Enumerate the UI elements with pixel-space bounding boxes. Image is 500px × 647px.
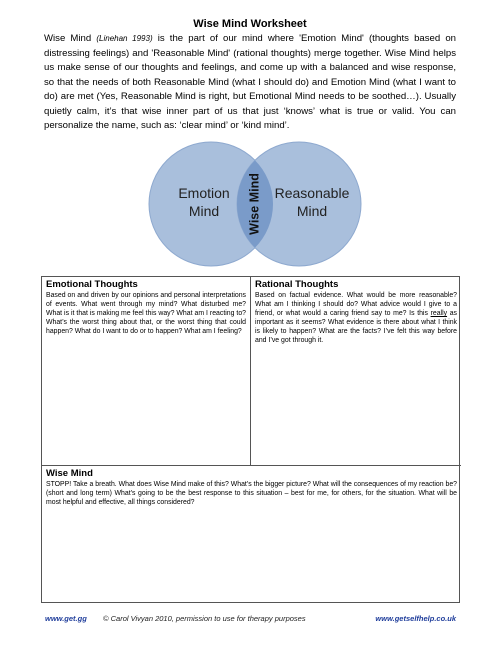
wise-mind-label: Wise Mind bbox=[247, 173, 262, 235]
really-underlined: really bbox=[430, 310, 448, 317]
footer bbox=[41, 614, 460, 628]
wise-mind-venn-diagram bbox=[0, 140, 500, 274]
wise-mind-text: STOPP! Take a breath. What does Wise Mind make of this? What’s the bigger picture? What will the consequences of my reaction be? (short and long term) What’s going to be the best response to this situation – best for me, for others, for the situation. What will be most helpful and effective, all things considered? bbox=[46, 481, 457, 506]
footer-copyright: © Carol Vivyan 2010, permission to use for therapy purposes bbox=[103, 614, 306, 623]
thoughts-table bbox=[41, 276, 460, 603]
reasonable-mind-label-1: Reasonable bbox=[274, 185, 350, 201]
column-divider bbox=[250, 277, 251, 465]
wise-mind-cell[interactable] bbox=[42, 466, 461, 602]
emotion-mind-label-1: Emotion bbox=[178, 185, 230, 201]
rational-thoughts-text: Based on factual evidence. What would be more reasonable? What am I thinking I should do? What advice would I give to a friend, or what would a caring friend say to me? Is this really as important as it seems? What evidence is there about what I think is likely to happen? What are the facts? I’ve felt this way before and I’ve got through it. bbox=[255, 292, 457, 344]
rational-thoughts-cell[interactable] bbox=[251, 277, 461, 465]
wise-mind-heading: Wise Mind bbox=[46, 468, 93, 479]
intro-lead: Wise Mind bbox=[44, 33, 92, 44]
intro-paragraph bbox=[44, 32, 456, 134]
intro-text: is the part of our mind where 'Emotion Mind' (thoughts based on distressing feelings) and 'Reasonable Mind' (rational thoughts) merge together. Wise Mind helps us make sense of our thoughts and feelings, and come up with a balanced and wise response, so that the needs of both Reasonable Mind (what I should do) and Emotion Mind (what I want to do) are met (Yes, Reasonable Mind is right, but Emotional Mind needs to be soothed…). Usually quietly calm, it’s that wise inner part of us that just ‘knows’ what is true or valid. You can personalize the name, such as: ‘clear mind’ or ‘kind mind’. bbox=[44, 33, 457, 131]
footer-link-getgg[interactable]: www.get.gg bbox=[45, 614, 87, 623]
footer-link-getselfhelp[interactable]: www.getselfhelp.co.uk bbox=[375, 614, 456, 623]
emotional-thoughts-cell[interactable] bbox=[42, 277, 250, 465]
emotional-thoughts-heading: Emotional Thoughts bbox=[46, 279, 138, 290]
reasonable-mind-label-2: Mind bbox=[296, 203, 328, 219]
emotional-thoughts-text: Based on and driven by our opinions and personal interpretations of events. What went through my mind? What disturbed me? What is it that is making me feel this way? What am I reacting to? What’s the worst thing about that, or the worst thing that could happen? What do I want to do or to happen? What am I feeling? bbox=[46, 292, 246, 335]
worksheet-title: Wise Mind Worksheet bbox=[193, 18, 307, 30]
intro-citation: (Linehan 1993) bbox=[96, 34, 153, 43]
emotion-mind-label-2: Mind bbox=[188, 203, 220, 219]
rational-thoughts-heading: Rational Thoughts bbox=[255, 279, 339, 290]
